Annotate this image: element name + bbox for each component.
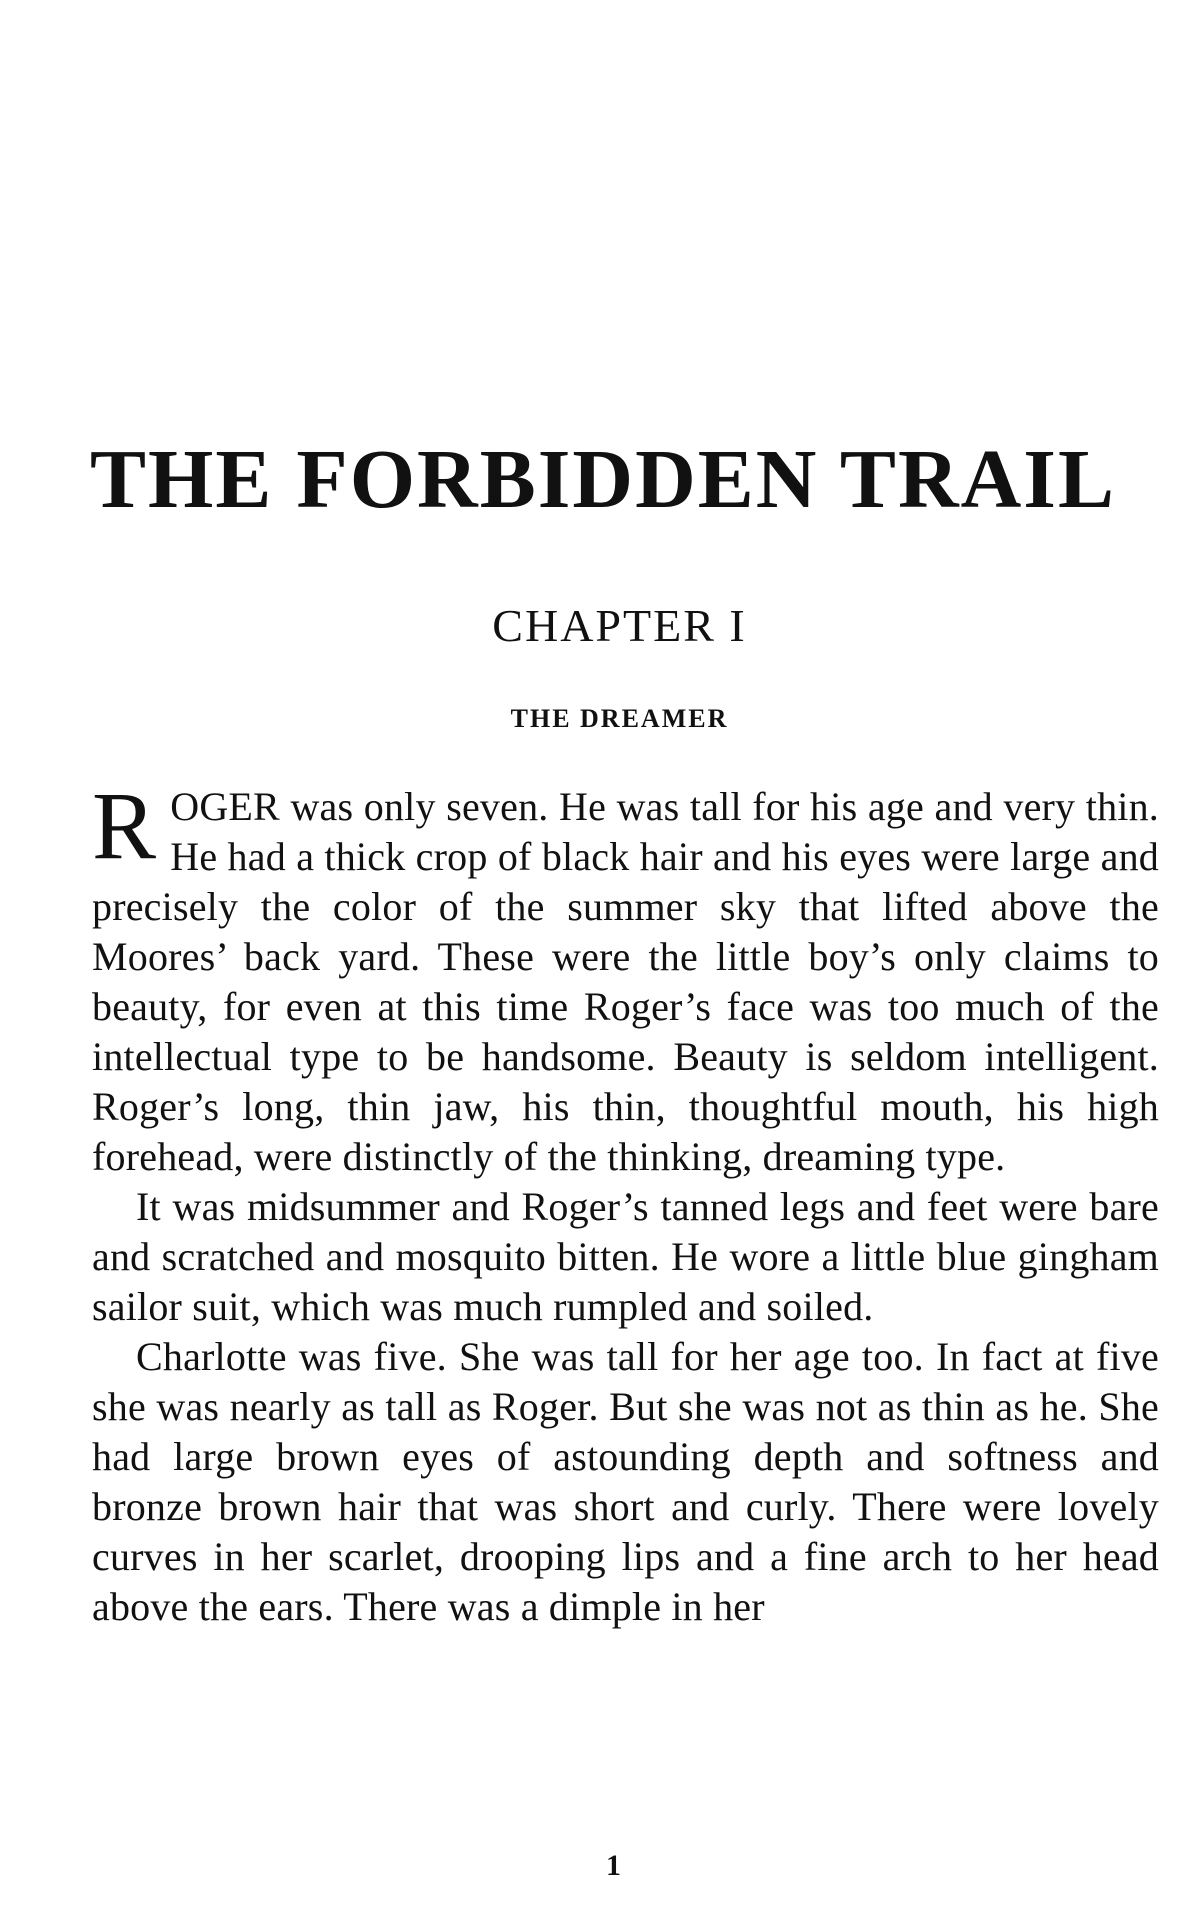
paragraph-3 <box>92 1332 1159 1632</box>
paragraph-2 <box>92 1182 1159 1332</box>
drop-cap: R <box>92 772 157 879</box>
paragraph-1 <box>92 772 1159 1182</box>
book-title: THE FORBIDDEN TRAIL <box>90 433 1116 526</box>
paragraph-2-text: It was midsummer and Roger’s tanned legs and feet were bare and scratched and mosquito bitten. He wore a little blue gingham sailor suit, which was much rumpled and soiled. <box>92 1184 1159 1329</box>
chapter-body <box>92 772 1159 1632</box>
page-number: 1 <box>606 1849 621 1882</box>
paragraph-1-text: OGER was only seven. He was tall for his age and very thin. He had a thick crop of black hair and his eyes were large and precisely the color of the summer sky that lifted above the Moores’ back yard. These were the little boy’s only claims to beauty, for even at this time Roger’s face was too much of the intellectual type to be handsome. Beauty is seldom intelligent. Roger’s long, thin jaw, his thin, thoughtful mouth, his high forehead, were distinctly of the thinking, dreaming type. <box>92 784 1159 1179</box>
paragraph-3-text: Charlotte was five. She was tall for her age too. In fact at five she was nearly as tall as Roger. But she was not as thin as he. She had large brown eyes of astounding depth and softness and bronze brown hair that was short and curly. There were lovely curves in her scarlet, drooping lips and a fine arch to her head above the ears. There was a dimple in her <box>92 1334 1159 1629</box>
chapter-title: THE DREAMER <box>510 704 729 733</box>
chapter-number: CHAPTER I <box>492 600 747 651</box>
